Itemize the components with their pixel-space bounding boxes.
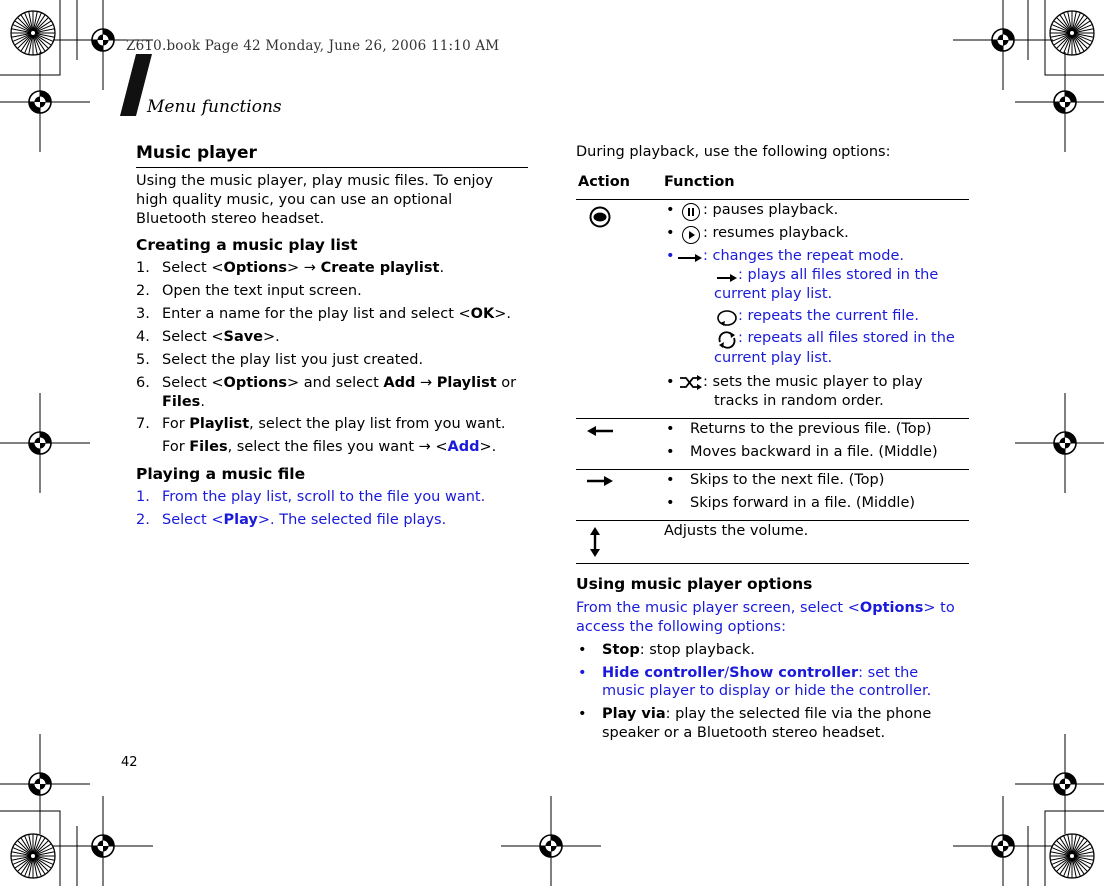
up-down-arrow-key-icon [588, 527, 602, 557]
repeat-one-text: : repeats the current file. [738, 308, 919, 324]
repeat-list-text: : repeats all files stored in the [738, 330, 955, 346]
option-hide-show-controller: Hide controller/Show controller: set the [602, 665, 919, 681]
creating-heading: Creating a music play list [136, 236, 358, 254]
repeat-all-icon [716, 330, 738, 350]
book-header-line: Z610.book Page 42 Monday, June 26, 2006 11:10 AM [126, 38, 500, 54]
left-arrow-key-icon [586, 424, 614, 438]
pause-icon [681, 202, 701, 222]
play-icon [681, 225, 701, 245]
next-bullet-b: • [666, 495, 675, 511]
title-underline [136, 167, 528, 168]
hide-bullet: • [578, 665, 587, 681]
option-hide-show-cont: music player to display or hide the controller. [602, 683, 932, 699]
music-player-title: Music player [136, 143, 257, 163]
table-rule-3 [576, 520, 969, 521]
col-header-function: Function [664, 174, 735, 190]
pause-text: : pauses playback. [703, 202, 839, 218]
right-arrow-key-icon [677, 251, 703, 265]
shuffle-bullet: • [666, 374, 675, 390]
resume-bullet: • [666, 225, 675, 241]
repeat-all-text-cont: current play list. [714, 286, 833, 302]
options-intro: From the music player screen, select <Options> to [576, 600, 955, 616]
repeat-one-icon [716, 309, 738, 327]
pause-bullet: • [666, 202, 675, 218]
repeat-list-text-cont: current play list. [714, 350, 833, 366]
repeat-mode-bullet: • [666, 248, 675, 264]
right-arrow-key-icon-large [586, 474, 614, 488]
table-rule-1 [576, 418, 969, 419]
options-heading: Using music player options [576, 575, 813, 593]
table-rule-2 [576, 469, 969, 470]
prev-bullet-b: • [666, 444, 675, 460]
option-play-via-cont: speaker or a Bluetooth stereo headset. [602, 725, 886, 741]
shuffle-text: : sets the music player to play [703, 374, 923, 390]
section-title: Menu functions [147, 97, 282, 117]
resume-text: : resumes playback. [703, 225, 849, 241]
joystick-center-icon [588, 205, 612, 229]
prev-bullet-a: • [666, 421, 675, 437]
stop-bullet: • [578, 642, 587, 658]
option-play-via: Play via: play the selected file via the phone [602, 706, 932, 722]
next-bullet-a: • [666, 472, 675, 488]
prev-file-text: Returns to the previous file. (Top) [690, 421, 932, 437]
options-intro-cont: access the following options: [576, 619, 786, 635]
table-rule-header [576, 199, 969, 200]
playing-heading: Playing a music file [136, 465, 306, 483]
playvia-bullet: • [578, 706, 587, 722]
page-number: 42 [121, 755, 138, 770]
repeat-off-icon [716, 269, 738, 283]
playback-options-intro: During playback, use the following options: [576, 144, 891, 160]
forward-text: Skips forward in a file. (Middle) [690, 495, 916, 511]
volume-text: Adjusts the volume. [664, 523, 809, 539]
next-file-text: Skips to the next file. (Top) [690, 472, 885, 488]
shuffle-icon [679, 375, 703, 391]
option-stop: Stop: stop playback. [602, 642, 755, 658]
table-rule-bottom [576, 563, 969, 564]
repeat-all-text: : plays all files stored in the [738, 267, 939, 283]
repeat-mode-text: : changes the repeat mode. [703, 248, 905, 264]
backward-text: Moves backward in a file. (Middle) [690, 444, 938, 460]
col-header-action: Action [578, 174, 631, 190]
shuffle-text-cont: tracks in random order. [714, 393, 884, 409]
music-player-intro: Using the music player, play music files. To enjoy high quality music, you can use an optional Bluetooth stereo headset. [136, 173, 493, 227]
